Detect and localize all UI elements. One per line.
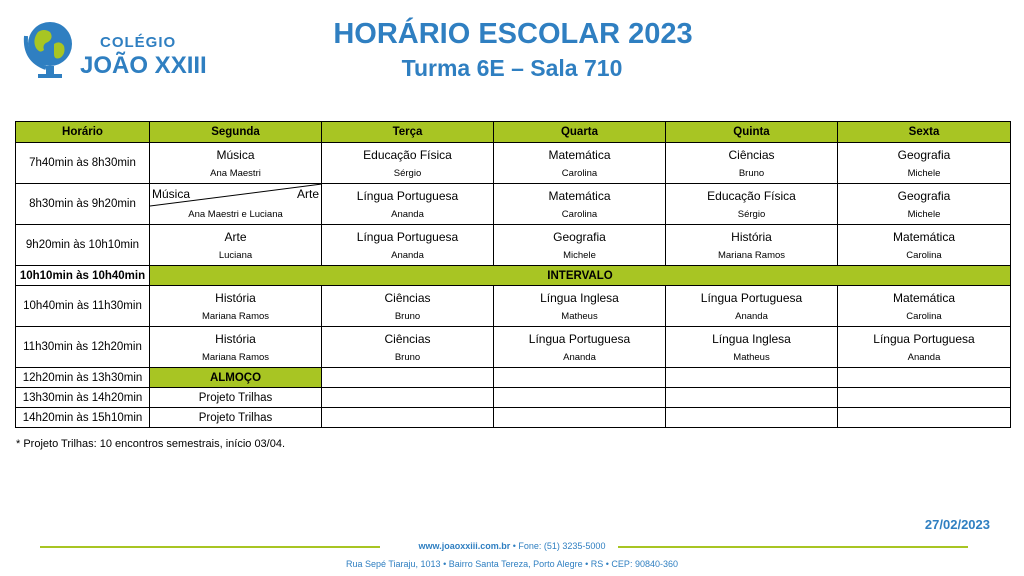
subject: Arte — [224, 230, 247, 244]
teacher: Ananda — [391, 250, 424, 261]
empty-cell — [494, 408, 666, 428]
empty-cell — [838, 408, 1011, 428]
empty-cell — [322, 408, 494, 428]
subject: Ciências — [728, 148, 775, 162]
empty-cell — [494, 388, 666, 408]
subject: Matemática — [892, 230, 956, 244]
class-cell — [322, 184, 494, 225]
class-cell — [666, 143, 838, 184]
empty-cell — [666, 408, 838, 428]
subject: Língua Portuguesa — [356, 230, 459, 244]
class-cell — [322, 143, 494, 184]
table-row — [16, 408, 1011, 428]
teacher: Carolina — [561, 209, 598, 220]
teacher: Matheus — [733, 352, 770, 363]
empty-cell — [322, 368, 494, 388]
class-cell — [494, 143, 666, 184]
teacher: Ananda — [907, 352, 941, 363]
teacher: Carolina — [561, 168, 598, 179]
teacher: Ana Maestri e Luciana — [188, 209, 283, 220]
subject: Língua Portuguesa — [700, 291, 803, 305]
subject: Matemática — [548, 189, 611, 203]
class-cell — [666, 286, 838, 327]
subject: Educação Física — [363, 148, 452, 162]
class-cell — [666, 225, 838, 266]
subject: Matemática — [892, 291, 956, 305]
empty-cell — [838, 388, 1011, 408]
teacher: Bruno — [738, 168, 765, 179]
teacher: Ananda — [735, 311, 768, 322]
class-cell: Projeto Trilhas — [150, 388, 322, 408]
empty-cell — [666, 388, 838, 408]
subject: História — [215, 332, 256, 346]
footer-phone: • Fone: (51) 3235-5000 — [512, 541, 606, 551]
subject: Língua Portuguesa — [356, 189, 459, 203]
break-label: INTERVALO — [150, 266, 1011, 286]
schedule-table — [15, 121, 1011, 428]
teacher: Michele — [907, 168, 941, 179]
footer-contact — [0, 541, 1024, 551]
time-cell: 8h30min às 9h20min — [16, 184, 150, 225]
time-cell: 14h20min às 15h10min — [16, 408, 150, 428]
teacher: Mariana Ramos — [201, 311, 270, 322]
empty-cell — [666, 368, 838, 388]
teacher: Ananda — [391, 209, 424, 220]
header-horario: Horário — [16, 122, 150, 143]
table-row — [16, 184, 1011, 225]
header-terca: Terça — [322, 122, 494, 143]
page-subtitle: Turma 6E – Sala 710 — [401, 55, 623, 81]
logo-line2: JOÃO XXIII — [80, 52, 207, 79]
subject: Língua Portuguesa — [873, 332, 975, 346]
time-cell: 10h10min às 10h40min — [16, 266, 150, 286]
class-cell — [150, 143, 322, 184]
break-row — [16, 266, 1011, 286]
table-row — [16, 143, 1011, 184]
class-cell — [494, 286, 666, 327]
teacher: Carolina — [906, 311, 942, 322]
time-cell: 12h20min às 13h30min — [16, 368, 150, 388]
subject: Geografia — [897, 189, 951, 203]
page-title: HORÁRIO ESCOLAR 2023 — [333, 18, 693, 50]
class-cell — [322, 327, 494, 368]
document-date: 27/02/2023 — [924, 517, 990, 532]
logo-line1: COLÉGIO — [100, 34, 177, 51]
subject: Língua Portuguesa — [528, 332, 631, 346]
teacher: Bruno — [394, 352, 421, 363]
subject: Ciências — [384, 332, 431, 346]
teacher: Sérgio — [393, 168, 422, 179]
empty-cell — [494, 368, 666, 388]
class-cell — [322, 286, 494, 327]
time-cell: 7h40min às 8h30min — [16, 143, 150, 184]
subject: Matemática — [548, 148, 611, 162]
class-cell — [150, 225, 322, 266]
subject: História — [731, 230, 772, 244]
class-cell — [150, 327, 322, 368]
teacher: Michele — [563, 250, 596, 261]
subject: Ciências — [384, 291, 431, 305]
subject: História — [215, 291, 256, 305]
time-cell: 11h30min às 12h20min — [16, 327, 150, 368]
lunch-row — [16, 368, 1011, 388]
subject-right: Arte — [296, 187, 319, 201]
teacher: Mariana Ramos — [717, 250, 786, 261]
footer-address: Rua Sepé Tiaraju, 1013 • Bairro Santa Tereza, Porto Alegre • RS • CEP: 90840-360 — [346, 559, 678, 569]
empty-cell — [322, 388, 494, 408]
teacher: Michele — [907, 209, 941, 220]
table-header-row — [16, 122, 1011, 143]
class-cell — [838, 225, 1011, 266]
header-quinta: Quinta — [666, 122, 838, 143]
teacher: Matheus — [561, 311, 598, 322]
subject: Língua Inglesa — [712, 332, 791, 346]
teacher: Ana Maestri — [210, 168, 261, 179]
class-cell — [838, 327, 1011, 368]
teacher: Carolina — [906, 250, 942, 261]
table-row — [16, 327, 1011, 368]
subject: Geografia — [553, 230, 606, 244]
class-cell — [494, 184, 666, 225]
class-cell — [494, 225, 666, 266]
class-cell — [322, 225, 494, 266]
class-cell — [666, 184, 838, 225]
subject: Educação Física — [707, 189, 796, 203]
empty-cell — [838, 368, 1011, 388]
subject: Língua Inglesa — [540, 291, 619, 305]
footer-website[interactable]: www.joaoxxiii.com.br — [418, 541, 511, 551]
class-cell — [494, 327, 666, 368]
lunch-label: ALMOÇO — [150, 368, 322, 388]
header-quarta: Quarta — [494, 122, 666, 143]
time-cell: 9h20min às 10h10min — [16, 225, 150, 266]
table-row — [16, 388, 1011, 408]
header-segunda: Segunda — [150, 122, 322, 143]
table-row — [16, 225, 1011, 266]
subject: Música — [216, 148, 255, 162]
class-cell — [838, 184, 1011, 225]
teacher: Luciana — [218, 250, 253, 261]
subject-left: Música — [152, 187, 191, 201]
class-cell — [838, 286, 1011, 327]
teacher: Sérgio — [737, 209, 766, 220]
header-sexta: Sexta — [838, 122, 1011, 143]
teacher: Ananda — [563, 352, 596, 363]
split-class-cell — [150, 184, 322, 225]
time-cell: 10h40min às 11h30min — [16, 286, 150, 327]
class-cell — [150, 286, 322, 327]
teacher: Mariana Ramos — [201, 352, 270, 363]
class-cell — [666, 327, 838, 368]
footnote: * Projeto Trilhas: 10 encontros semestrais, início 03/04. — [16, 438, 286, 450]
teacher: Bruno — [394, 311, 421, 322]
class-cell — [838, 143, 1011, 184]
table-row — [16, 286, 1011, 327]
class-cell: Projeto Trilhas — [150, 408, 322, 428]
subject: Geografia — [897, 148, 951, 162]
time-cell: 13h30min às 14h20min — [16, 388, 150, 408]
